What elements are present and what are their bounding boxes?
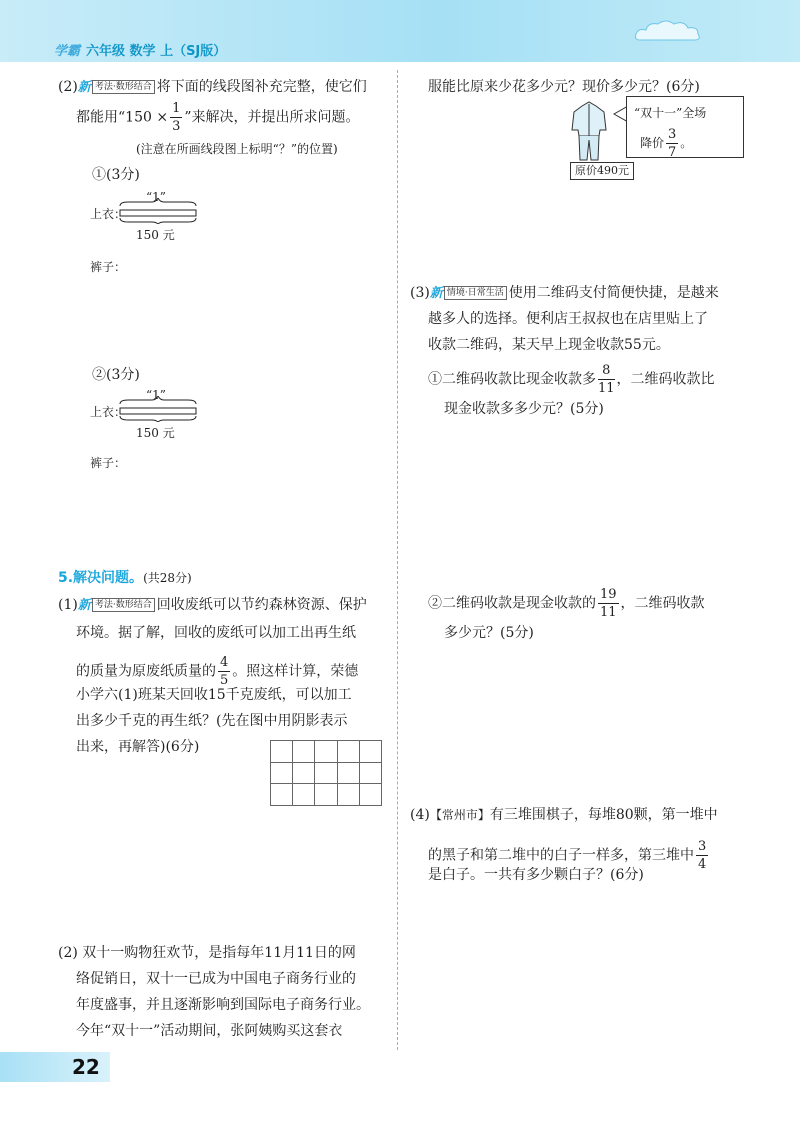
price-tag: 原价490元 [570,162,634,180]
p1-line4: 小学六(1)班某天回收15千克废纸，可以加工 [76,687,352,703]
p2-line1: (2) 双十一购物狂欢节，是指每年11月11日的网 [58,945,356,961]
p3-sub1-line1: ①二维码收款比现金收款多 $\frac{8}{11}$ ，二维码收款比 [428,363,715,396]
p3-line3: 收款二维码，某天早上现金收款55元。 [428,337,670,353]
cloud-icon [632,18,704,46]
sub1-label: ①(3分) [92,167,140,183]
page-number: 22 [72,1055,100,1079]
p1-line6: 出来，再解答)(6分) [76,739,200,755]
p4-line3: 是白子。一共有多少颗白子？(6分) [428,867,644,883]
sub2-label: ②(3分) [92,367,140,383]
p2-line3: 年度盛事，并且逐渐影响到国际电子商务行业。 [76,997,370,1013]
q2-note: (注意在所画线段图上标明“？”的位置) [136,142,338,156]
p4-line1: (4)【常州市】有三堆围棋子，每堆80颗，第一堆中 [410,807,718,823]
new-badge-icon: 新 [429,286,443,301]
p4-line2: 的黑子和第二堆中的白子一样多，第三堆中 $\frac{3}{4}$ [428,839,707,872]
p3-line1: (3)新 情境·日常生活 使用二维码支付简便快捷，是越来 [410,285,719,301]
sub1-pants-label: 裤子： [90,260,127,274]
shading-grid[interactable] [270,740,382,806]
sub2-amount: 150 元 [136,426,175,440]
context-tag: 情境·日常生活 [444,286,507,300]
fraction-eight-elevenths: $\frac{8}{11}$ [598,363,615,396]
fraction-four-fifths: $\frac{4}{5}$ [220,655,229,688]
clothing-illustration [566,100,612,162]
p3-sub1-line2: 现金收款多多少元？(5分) [444,401,604,417]
p3-sub2-line2: 多少元？(5分) [444,625,534,641]
sale-bubble-line2: 降价 $\frac{3}{7}$ 。 [640,127,693,160]
book-title: 学霸 六年级 数学 上（SJ版） [54,44,227,59]
sub2-shirt-label: 上衣： [90,405,127,419]
exam-tag: 考法·数形结合 [92,80,155,94]
p3-line2: 越多人的选择。便利店王叔叔也在店里贴上了 [428,311,708,327]
p3-sub2-line1: ②二维码收款是现金收款的 $\frac{19}{11}$ ，二维码收款 [428,587,705,620]
q2-line2: 都能用“150 × $\frac{1}{3}$ ”来解决，并提出所求问题。 [76,101,360,134]
fraction-one-third: $\frac{1}{3}$ [172,101,181,134]
sale-bubble-line1: “双十一”全场 [634,106,707,120]
p2-continue-line: 服能比原来少花多少元？现价多少元？(6分) [428,79,700,95]
sub1-amount: 150 元 [136,228,175,242]
new-badge-icon: 新 [77,80,91,95]
sub2-pants-label: 裤子： [90,456,127,470]
p1-line5: 出多少千克的再生纸？(先在图中用阴影表示 [76,713,348,729]
sub1-shirt-label: 上衣： [90,207,127,221]
p1-line3: 的质量为原废纸质量的 $\frac{4}{5}$ 。照这样计算，荣德 [76,655,359,688]
sub2-segment-diagram [118,396,198,422]
section5-heading: 5.解决问题。(共28分) [58,570,192,586]
fraction-three-sevenths: $\frac{3}{7}$ [668,127,677,160]
brand-logo: 学霸 [54,44,81,59]
p2-line2: 络促销日，双十一已成为中国电子商务行业的 [76,971,356,987]
p1-line2: 环境。据了解，回收的废纸可以加工出再生纸 [76,625,356,641]
sub1-segment-diagram [118,198,198,224]
p2-line4: 今年“双十一”活动期间，张阿姨购买这套衣 [76,1023,343,1039]
new-badge-icon: 新 [77,598,91,613]
fraction-three-fourths: $\frac{3}{4}$ [698,839,707,872]
exam-tag: 考法·数形结合 [92,598,155,612]
p1-line1: (1)新 考法·数形结合 回收废纸可以节约森林资源、保护 [58,597,367,613]
q2-line1: (2)新 考法·数形结合 将下面的线段图补充完整，使它们 [58,79,367,95]
sub2-quote: “1” [146,388,166,402]
fraction-nineteen-elevenths: $\frac{19}{11}$ [600,587,617,620]
sub1-quote: “1” [146,190,166,204]
column-divider [397,70,398,1050]
